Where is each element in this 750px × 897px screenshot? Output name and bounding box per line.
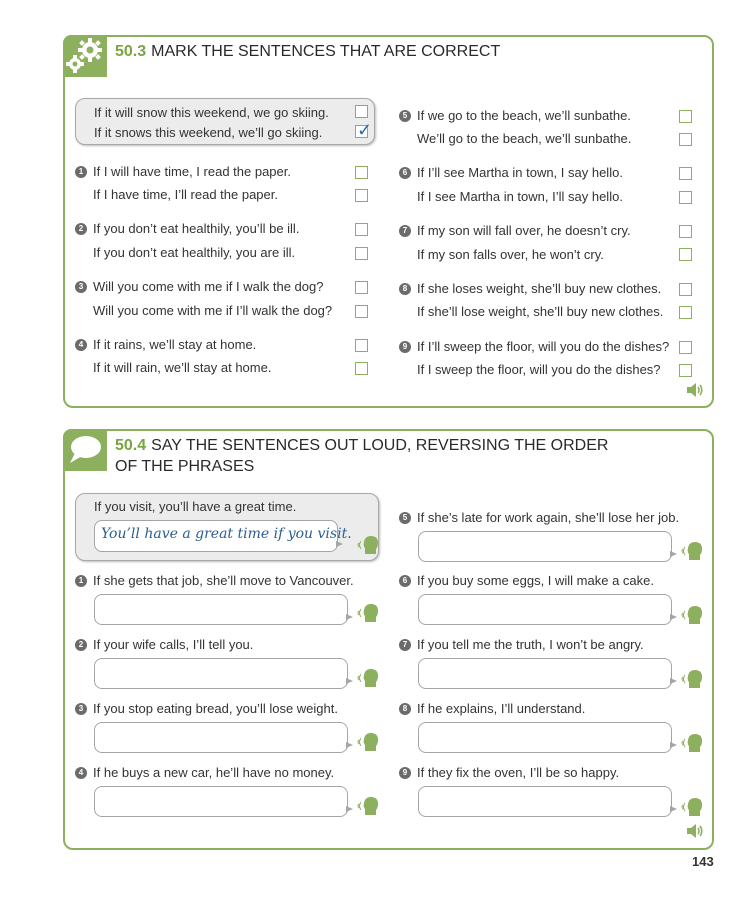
sentence-2a: If you don’t eat healthily, you’ll be ill. [93, 221, 300, 236]
sentence-6b: If I see Martha in town, I’ll say hello. [417, 189, 623, 204]
speech-bubble-icon [63, 429, 107, 471]
sentence-4a: If it rains, we’ll stay at home. [93, 337, 257, 352]
speaking-head-icon[interactable] [681, 733, 703, 753]
exercise-number: 50.4 [115, 437, 147, 454]
speaking-head-icon[interactable] [357, 668, 379, 688]
item-number: 2 [75, 223, 87, 235]
checkbox-1a[interactable] [355, 166, 368, 179]
checkbox-3b[interactable] [355, 305, 368, 318]
audio-icon[interactable] [686, 823, 704, 839]
exercise-number: 50.3 [115, 43, 147, 60]
checkbox-2b[interactable] [355, 247, 368, 260]
item-number: 9 [399, 767, 411, 779]
page-number: 143 [692, 854, 714, 869]
item-number: 5 [399, 512, 411, 524]
answer-box-6[interactable] [418, 594, 672, 625]
gears-icon [63, 35, 107, 77]
checkbox-1b[interactable] [355, 189, 368, 202]
sentence-4b: If it will rain, we’ll stay at home. [93, 360, 272, 375]
example-sentence-b: If it snows this weekend, we’ll go skiing. [94, 125, 323, 140]
item-number: 7 [399, 639, 411, 651]
item-number: 8 [399, 283, 411, 295]
exercise-title [115, 41, 500, 62]
checkbox-7b[interactable] [679, 248, 692, 261]
exercise-50-3-panel [63, 35, 714, 408]
checkbox-6a[interactable] [679, 167, 692, 180]
checkbox-9a[interactable] [679, 341, 692, 354]
sentence-8a: If she loses weight, she’ll buy new clothes. [417, 281, 662, 296]
prompt-7: If you tell me the truth, I won’t be angry. [417, 637, 644, 652]
answer-box-9[interactable] [418, 786, 672, 817]
answer-box-7[interactable] [418, 658, 672, 689]
example-sentence-a: If it will snow this weekend, we go skiing. [94, 105, 329, 120]
sentence-8b: If she’ll lose weight, she’ll buy new clothes. [417, 304, 664, 319]
checkbox-6b[interactable] [679, 191, 692, 204]
prompt-4: If he buys a new car, he’ll have no money. [93, 765, 335, 780]
item-number: 9 [399, 341, 411, 353]
item-number: 6 [399, 575, 411, 587]
exercise-50-4-panel [63, 429, 714, 850]
exercise-heading: MARK THE SENTENCES THAT ARE CORRECT [151, 43, 501, 60]
sentence-7a: If my son will fall over, he doesn’t cry. [417, 223, 631, 238]
exercise-heading: SAY THE SENTENCES OUT LOUD, REVERSING THE ORDER OF THE PHRASES [115, 437, 609, 475]
answer-box-8[interactable] [418, 722, 672, 753]
checkbox-9b[interactable] [679, 364, 692, 377]
checkbox-8b[interactable] [679, 306, 692, 319]
item-number: 3 [75, 703, 87, 715]
answer-box-5[interactable] [418, 531, 672, 562]
checkbox-7a[interactable] [679, 225, 692, 238]
prompt-3: If you stop eating bread, you’ll lose weight. [93, 701, 338, 716]
answer-box-4[interactable] [94, 786, 348, 817]
sentence-1b: If I have time, I’ll read the paper. [93, 187, 278, 202]
sentence-9a: If I’ll sweep the floor, will you do the dishes? [417, 339, 670, 354]
item-number: 7 [399, 225, 411, 237]
checkbox-5b[interactable] [679, 133, 692, 146]
sentence-5b: We’ll go to the beach, we’ll sunbathe. [417, 131, 632, 146]
item-number: 1 [75, 575, 87, 587]
item-number: 8 [399, 703, 411, 715]
checkbox-3a[interactable] [355, 281, 368, 294]
checkbox-2a[interactable] [355, 223, 368, 236]
prompt-1: If she gets that job, she’ll move to Vancouver. [93, 573, 354, 588]
item-number: 1 [75, 166, 87, 178]
answer-box-3[interactable] [94, 722, 348, 753]
speaking-head-icon[interactable] [681, 797, 703, 817]
prompt-5: If she’s late for work again, she’ll lose her job. [417, 510, 680, 525]
example-checkbox-a [355, 105, 368, 118]
prompt-9: If they fix the oven, I’ll be so happy. [417, 765, 620, 780]
speaking-head-icon[interactable] [681, 605, 703, 625]
checkbox-8a[interactable] [679, 283, 692, 296]
sentence-3a: Will you come with me if I walk the dog? [93, 279, 324, 294]
example-answer: You’ll have a great time if you visit. [101, 526, 352, 542]
checkbox-4b[interactable] [355, 362, 368, 375]
speaking-head-icon[interactable] [357, 796, 379, 816]
example-prompt: If you visit, you’ll have a great time. [94, 499, 297, 514]
speaking-head-icon[interactable] [681, 541, 703, 561]
speaking-head-icon[interactable] [357, 732, 379, 752]
sentence-6a: If I’ll see Martha in town, I say hello. [417, 165, 623, 180]
audio-icon[interactable] [686, 382, 704, 398]
exercise-title [115, 435, 635, 477]
item-number: 4 [75, 339, 87, 351]
prompt-8: If he explains, I’ll understand. [417, 701, 586, 716]
sentence-7b: If my son falls over, he won’t cry. [417, 247, 604, 262]
answer-box-1[interactable] [94, 594, 348, 625]
sentence-9b: If I sweep the floor, will you do the dishes? [417, 362, 661, 377]
checkmark-icon: ✓ [357, 120, 373, 140]
prompt-2: If your wife calls, I’ll tell you. [93, 637, 254, 652]
item-number: 2 [75, 639, 87, 651]
item-number: 3 [75, 281, 87, 293]
speaking-head-icon[interactable] [357, 603, 379, 623]
example-answer-box [94, 520, 352, 552]
example-checkbox-b [355, 120, 373, 140]
item-number: 5 [399, 110, 411, 122]
prompt-6: If you buy some eggs, I will make a cake. [417, 573, 654, 588]
sentence-3b: Will you come with me if I’ll walk the dog? [93, 303, 333, 318]
checkbox-5a[interactable] [679, 110, 692, 123]
speaking-head-icon[interactable] [681, 669, 703, 689]
answer-box-2[interactable] [94, 658, 348, 689]
item-number: 4 [75, 767, 87, 779]
item-number: 6 [399, 167, 411, 179]
sentence-5a: If we go to the beach, we’ll sunbathe. [417, 108, 631, 123]
speaking-head-icon[interactable] [357, 535, 379, 555]
sentence-2b: If you don’t eat healthily, you are ill. [93, 245, 296, 260]
sentence-1a: If I will have time, I read the paper. [93, 164, 291, 179]
checkbox-4a[interactable] [355, 339, 368, 352]
